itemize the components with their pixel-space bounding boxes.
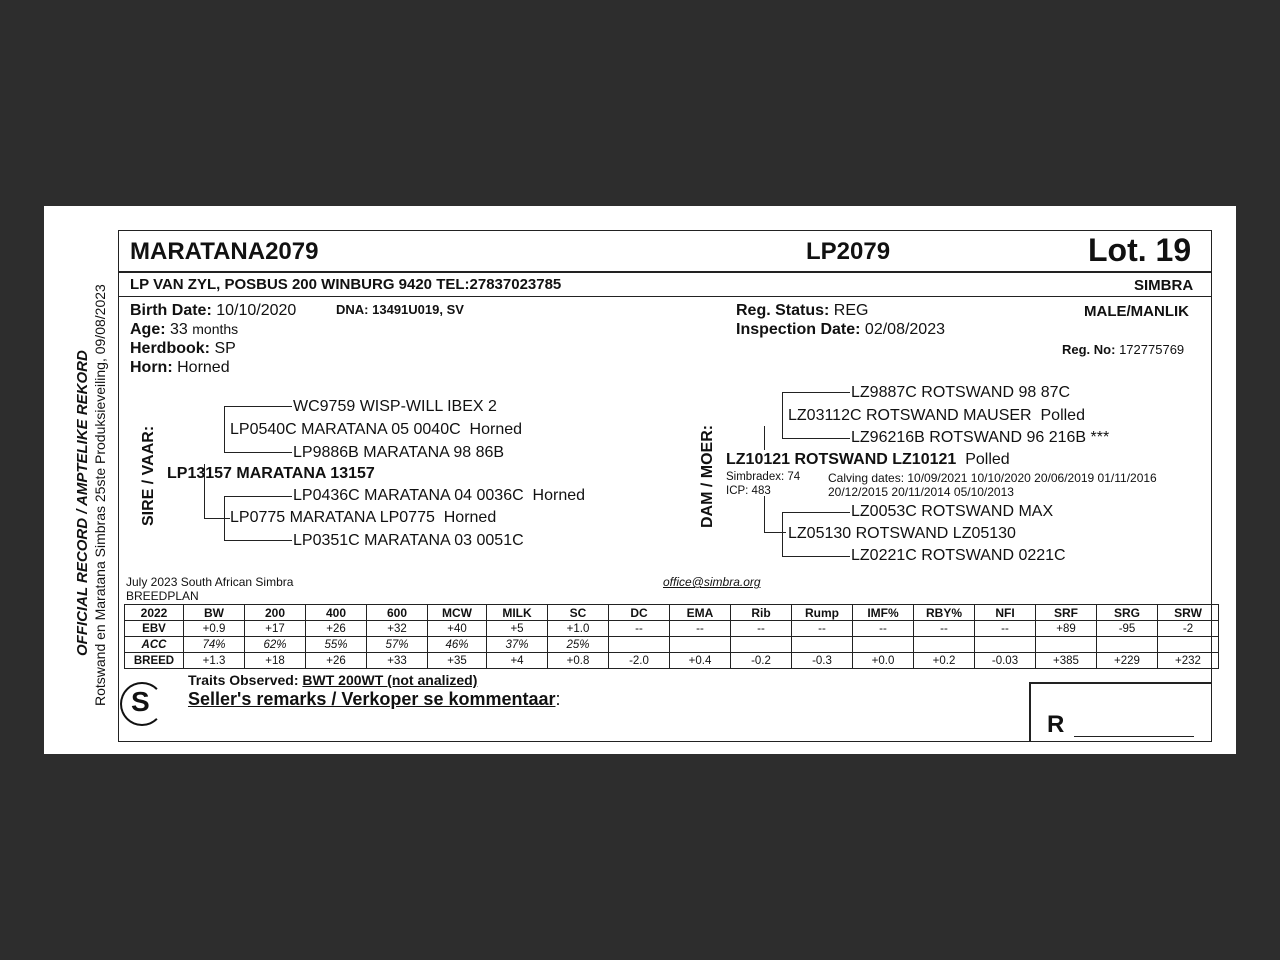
inspection-date: Inspection Date: 02/08/2023 [736, 321, 945, 338]
ebv-row [125, 621, 1219, 637]
catalogue-card [44, 206, 1236, 754]
sire-lower-gp2: LP0351C MARATANA 03 0051C [293, 532, 524, 549]
ebv-cell: +17 [245, 621, 306, 637]
ebv-column-header: MCW [428, 605, 487, 621]
owner-address: LP VAN ZYL, POSBUS 200 WINBURG 9420 TEL:27837023785 [130, 276, 562, 293]
ebv-cell [975, 637, 1036, 653]
ebv-column-header: BW [184, 605, 245, 621]
ebv-column-header: IMF% [853, 605, 914, 621]
sire-label: SIRE / VAAR: [140, 425, 157, 526]
ebv-cell [1097, 637, 1158, 653]
ebv-cell: -- [609, 621, 670, 637]
ebv-cell [1036, 637, 1097, 653]
ebv-cell [609, 637, 670, 653]
ebv-cell: +89 [1036, 621, 1097, 637]
dam-calving-dates-2: 20/12/2015 20/11/2014 05/10/2013 [828, 485, 1014, 499]
ebv-cell: 62% [245, 637, 306, 653]
ebv-cell: -2.0 [609, 653, 670, 669]
dam-icp: ICP: 483 [726, 485, 771, 497]
ebv-cell: -- [792, 621, 853, 637]
breed-name: SIMBRA [1134, 277, 1194, 294]
ebv-cell: +0.9 [184, 621, 245, 637]
ebv-column-header: 200 [245, 605, 306, 621]
ebv-cell: 25% [548, 637, 609, 653]
ebv-cell: +4 [487, 653, 548, 669]
ebv-column-header: SRF [1036, 605, 1097, 621]
price-input-line[interactable] [1074, 736, 1194, 737]
ebv-column-header: 600 [367, 605, 428, 621]
reg-number: Reg. No: 172775769 [1062, 342, 1185, 357]
ebv-cell: 46% [428, 637, 487, 653]
herdbook: Herdbook: SP [130, 340, 236, 357]
dna-info: DNA: 13491U019, SV [336, 302, 464, 317]
ebv-column-header: DC [609, 605, 670, 621]
ebv-cell [670, 637, 731, 653]
ebv-cell: -0.03 [975, 653, 1036, 669]
traits-observed: Traits Observed: BWT 200WT (not analized) [188, 672, 478, 688]
reg-status: Reg. Status: REG [736, 302, 869, 319]
ebv-column-header: Rib [731, 605, 792, 621]
ebv-column-header: 2022 [125, 605, 184, 621]
ebv-column-header: RBY% [914, 605, 975, 621]
ebv-cell: +1.0 [548, 621, 609, 637]
auction-name: Rotswand en Maratana Simbras 25ste Produksieveiling, 09/08/2023 [92, 284, 108, 706]
ebv-row [125, 637, 1219, 653]
ebv-cell: -- [731, 621, 792, 637]
ebv-cell: -95 [1097, 621, 1158, 637]
dam-name: LZ10121 ROTSWAND LZ10121 Polled [726, 451, 1010, 468]
ebv-cell: +26 [306, 621, 367, 637]
ebv-cell: -0.2 [731, 653, 792, 669]
sire-upper-parent: LP0540C MARATANA 05 0040C Horned [230, 421, 523, 438]
ebv-cell: +18 [245, 653, 306, 669]
ebv-cell: +0.2 [914, 653, 975, 669]
ebv-cell: 37% [487, 637, 548, 653]
ebv-cell: 55% [306, 637, 367, 653]
ebv-cell: +1.3 [184, 653, 245, 669]
dam-upper-gp1: LZ9887C ROTSWAND 98 87C [851, 384, 1071, 401]
ebv-row [125, 653, 1219, 669]
ebv-row-header: ACC [125, 637, 184, 653]
price-label: R [1047, 711, 1065, 738]
ebv-row-header: EBV [125, 621, 184, 637]
sire-name: LP13157 MARATANA 13157 [167, 465, 375, 482]
ebv-cell: +385 [1036, 653, 1097, 669]
dam-label: DAM / MOER: [699, 424, 716, 528]
ebv-cell [731, 637, 792, 653]
dam-lower-gp1: LZ0053C ROTSWAND MAX [851, 503, 1054, 520]
dam-lower-parent: LZ05130 ROTSWAND LZ05130 [788, 525, 1016, 542]
ebv-cell [1158, 637, 1219, 653]
horn-status: Horn: Horned [130, 359, 230, 376]
ebv-cell: +0.4 [670, 653, 731, 669]
ebv-cell: -- [975, 621, 1036, 637]
breedplan-system: BREEDPLAN [126, 589, 199, 603]
ebv-table [124, 604, 1219, 669]
dam-upper-gp2: LZ96216B ROTSWAND 96 216B *** [851, 429, 1110, 446]
dam-simbradex: Simbradex: 74 [726, 471, 801, 483]
breedplan-source: July 2023 South African Simbra [126, 575, 294, 589]
ebv-cell: 74% [184, 637, 245, 653]
ebv-cell: -0.3 [792, 653, 853, 669]
ebv-cell: +32 [367, 621, 428, 637]
ebv-cell: +26 [306, 653, 367, 669]
ebv-cell [853, 637, 914, 653]
sire-lower-parent: LP0775 MARATANA LP0775 Horned [230, 509, 497, 526]
sire-lower-gp1: LP0436C MARATANA 04 0036C Horned [293, 487, 586, 504]
ebv-header-row [125, 605, 1219, 621]
ebv-column-header: Rump [792, 605, 853, 621]
birth-date: Birth Date: 10/10/2020 [130, 302, 297, 319]
simbra-logo: S [120, 682, 164, 726]
ebv-cell: +35 [428, 653, 487, 669]
ebv-cell: -- [914, 621, 975, 637]
ebv-cell [792, 637, 853, 653]
ebv-cell: -2 [1158, 621, 1219, 637]
seller-remarks-label: Seller's remarks / Verkoper se kommentaar: [188, 689, 561, 709]
ebv-cell [914, 637, 975, 653]
dam-calving-dates: Calving dates: 10/09/2021 10/10/2020 20/06/2019 01/11/2016 [828, 471, 1157, 485]
ebv-cell: -- [670, 621, 731, 637]
dam-lower-gp2: LZ0221C ROTSWAND 0221C [851, 547, 1066, 564]
ebv-column-header: MILK [487, 605, 548, 621]
ebv-cell: +232 [1158, 653, 1219, 669]
ebv-row-header: BREED [125, 653, 184, 669]
ebv-cell: 57% [367, 637, 428, 653]
animal-name: MARATANA2079 [130, 238, 319, 265]
ebv-cell: +0.8 [548, 653, 609, 669]
sex: MALE/MANLIK [1084, 303, 1189, 320]
lot-number: Lot. 19 [1088, 232, 1192, 268]
ebv-cell: +5 [487, 621, 548, 637]
ebv-column-header: 400 [306, 605, 367, 621]
dam-upper-parent: LZ03112C ROTSWAND MAUSER Polled [788, 407, 1085, 424]
ebv-column-header: SRW [1158, 605, 1219, 621]
age: Age: 33 months [130, 321, 239, 338]
ebv-cell: +0.0 [853, 653, 914, 669]
ebv-column-header: SC [548, 605, 609, 621]
ebv-cell: +33 [367, 653, 428, 669]
sire-upper-gp2: LP9886B MARATANA 98 86B [293, 444, 505, 461]
ebv-column-header: EMA [670, 605, 731, 621]
ebv-cell: -- [853, 621, 914, 637]
ebv-column-header: SRG [1097, 605, 1158, 621]
sire-upper-gp1: WC9759 WISP-WILL IBEX 2 [293, 398, 497, 415]
office-email-link[interactable]: office@simbra.org [663, 575, 761, 589]
official-record-label: OFFICIAL RECORD / AMPTELIKE REKORD [74, 350, 91, 656]
ebv-cell: +40 [428, 621, 487, 637]
animal-code: LP2079 [806, 238, 891, 265]
ebv-cell: +229 [1097, 653, 1158, 669]
ebv-column-header: NFI [975, 605, 1036, 621]
